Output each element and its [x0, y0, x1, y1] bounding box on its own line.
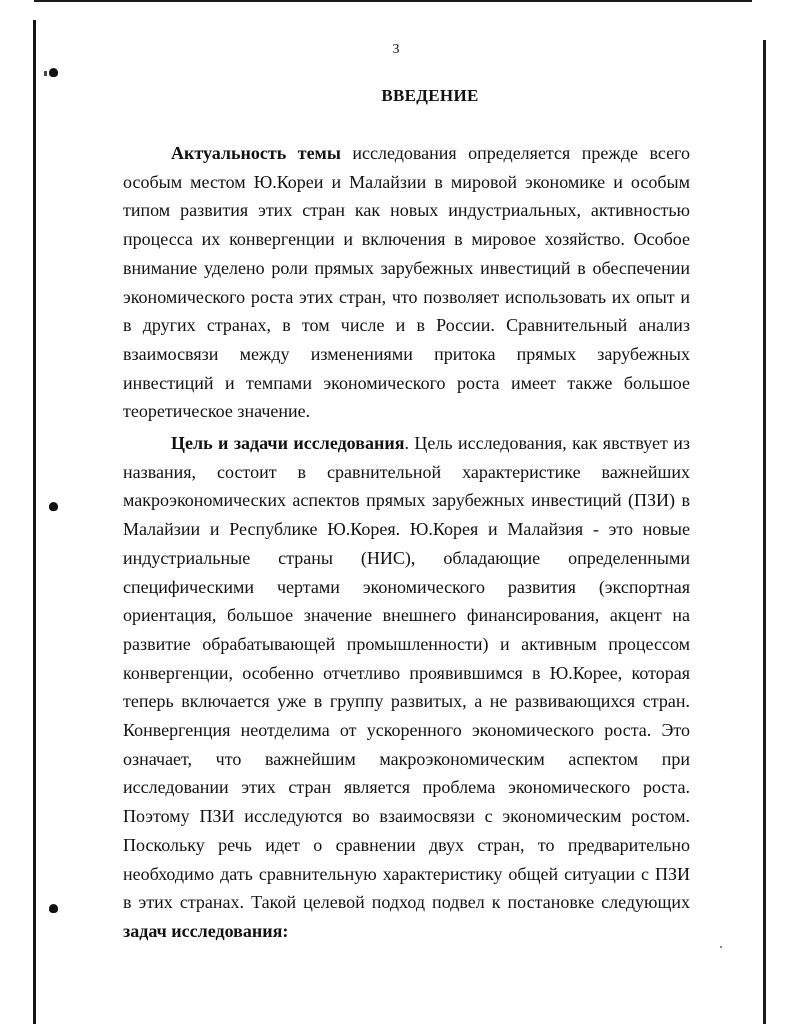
binder-hole-mark [49, 904, 58, 913]
paragraph-tail-bold: задач исследования: [123, 920, 289, 941]
scan-right-edge [763, 40, 766, 1024]
binder-hole-mark [49, 68, 58, 77]
paragraph-lead-bold: Цель и задачи исследования [171, 433, 405, 454]
binder-hole-mark [49, 502, 58, 511]
paragraph-body: . Цель исследования, как явствует из названия, состоит в сравнительной характеристике важнейших макроэкономических аспектов прямых зарубежных инвестиций (ПЗИ) в Малайзии и Республике Ю.Корея. Ю.Корея и Малайзия - это новые индустриальные страны (НИС), обладающие определенными специфическими чертами экономического развития (экспортная ориентация, большое значение внешнего финансирования, акцент на развитие обрабатывающей промышленности) и активным процессом конвергенции, особенно отчетливо проявившимся в Ю.Корее, которая теперь включается уже в группу развитых, а не развивающихся стран. Конвергенция неотделима от ускоренного экономического роста. Это означает, что важнейшим макроэкономическим аспектом при исследовании этих стран является проблема экономического роста. Поэтому ПЗИ исследуются во взаимосвязи с экономическим ростом. Поскольку речь идет о сравнении двух стран, то предварительно необходимо дать сравнительную характеристику общей ситуации с ПЗИ в этих странах. Такой целевой подход подвел к постановке следующих [123, 433, 690, 913]
paragraph-body: исследования определяется прежде всего особым местом Ю.Кореи и Малайзии в мировой экономике и особым типом развития этих стран как новых индустриальных, активностью процесса их конвергенции и включения в мировое хозяйство. Особое внимание уделено роли прямых зарубежных инвестиций в обеспечении экономического роста этих стран, что позволяет использовать их опыт и в других странах, в том числе и в России. Сравнительный анализ взаимосвязи между изменениями притока прямых зарубежных инвестиций и темпами экономического роста имеет также большое теоретическое значение. [123, 143, 690, 422]
scan-left-edge [33, 20, 36, 1024]
scan-speck [44, 71, 47, 76]
paragraph-relevance [123, 139, 690, 426]
body-text [123, 139, 690, 946]
scan-speck [720, 946, 722, 948]
page-number: 3 [392, 42, 400, 57]
scan-top-edge [34, 0, 752, 2]
section-heading: ВВЕДЕНИЕ [381, 86, 479, 105]
paragraph-goals [123, 429, 690, 946]
paragraph-lead-bold: Актуальность темы [171, 143, 341, 163]
